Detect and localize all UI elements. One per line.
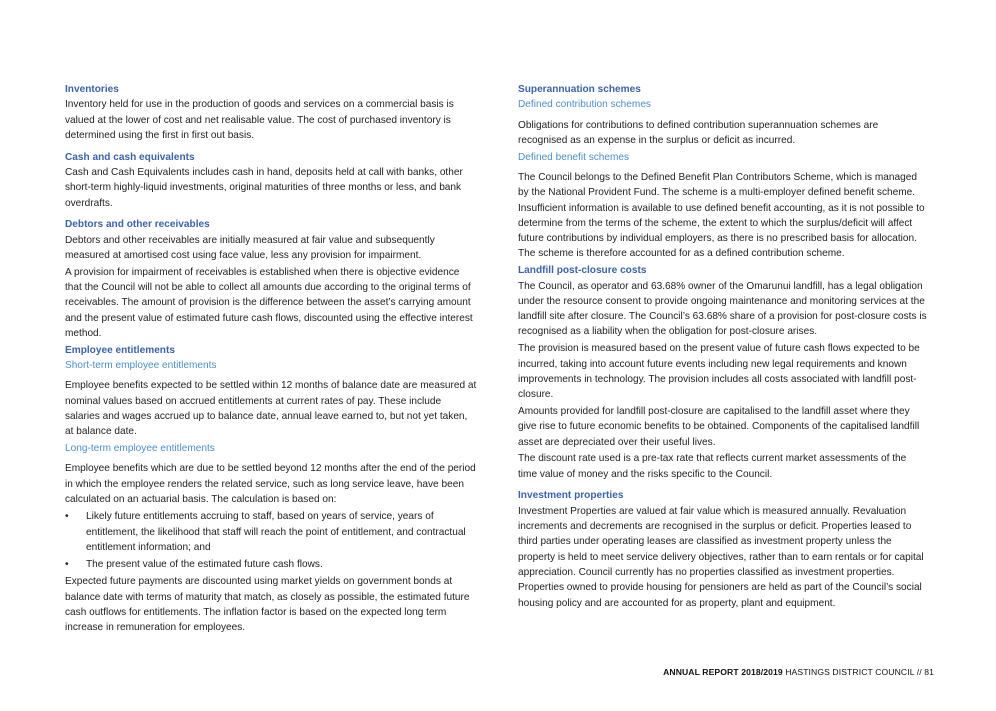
- left-column: [65, 82, 477, 637]
- investment-text: Investment Properties are valued at fair value which is measured annually. Revaluation increments and decrements are recognised in the surplus or deficit. Properties leased to third parties under operating leases are classified as investment property unless the property is held to meet service delivery objectives, rather than to earn rentals or for capital appreciation. Council currently has no properties classified as investment properties. Properties owned to provide housing for pensioners are held as part of the Council’s social housing policy and are accounted for as property, plant and equipment.: [518, 505, 924, 609]
- list-item-text: Likely future entitlements accruing to staff, based on years of service, years of entitlement, the likelihood that staff will reach the point of entitlement, and contractual entitlement information; and: [86, 511, 466, 553]
- inventories-heading: Inventories: [65, 84, 119, 95]
- defined-contribution-subheading: Defined contribution schemes: [518, 99, 651, 111]
- cash-heading: Cash and cash equivalents: [65, 151, 195, 163]
- long-term-text: Employee benefits which are due to be settled beyond 12 months after the end of the period in which the employee renders the related service, such as long service leave, have been calculated on an actuarial basis. The calculation is based on:: [65, 463, 476, 505]
- landfill-text-1: The Council, as operator and 63.68% owner of the Omarunui landfill, has a legal obligation under the resource consent to provide ongoing maintenance and monitoring services at the landfill site after closure. The Council’s 63.68% share of a provision for post-closure costs is recognised as a liability when the obligation for post-closure arises.: [518, 280, 927, 338]
- superannuation-section: [518, 82, 928, 262]
- debtors-section: [65, 217, 477, 341]
- landfill-text-2: The provision is measured based on the present value of future cash flows expected to be incurred, taking into account future events including new legal requirements and known improvements in technology. The provision includes all costs associated with landfill post-closure.: [518, 343, 920, 401]
- council-name: HASTINGS DISTRICT COUNCIL: [785, 667, 915, 677]
- debtors-heading: Debtors and other receivables: [65, 219, 210, 231]
- superannuation-heading: Superannuation schemes: [518, 84, 641, 95]
- landfill-section: [518, 263, 928, 482]
- investment-heading: Investment properties: [518, 490, 624, 502]
- inventories-text: Inventory held for use in the production of goods and services on a commercial basis is valued at the lower of cost and net realisable value. The cost of purchased inventory is determined using the first in first out basis.: [65, 99, 454, 141]
- defined-contribution-text: Obligations for contributions to defined contribution superannuation schemes are recognised as an expense in the surplus or deficit as incurred.: [518, 119, 879, 146]
- bullet-icon: •: [65, 511, 69, 523]
- list-item: [65, 557, 477, 572]
- landfill-text-4: The discount rate used is a pre-tax rate that reflects current market assessments of the time value of money and the risks specific to the Council.: [518, 453, 907, 480]
- cash-text: Cash and Cash Equivalents includes cash in hand, deposits held at call with banks, other short-term highly-liquid investments, original maturities of three months or less, and bank overdrafts.: [65, 166, 463, 209]
- employee-heading: Employee entitlements: [65, 344, 175, 356]
- debtors-text-2: A provision for impairment of receivables is established when there is objective evidence that the Council will not be able to collect all amounts due according to the original terms of receivables. The amount of provision is the difference between the asset’s carrying amount and the present value of estimated future cash flows, discounted using the effective interest method.: [65, 266, 473, 339]
- landfill-heading: Landfill post-closure costs: [518, 265, 647, 277]
- right-column: [518, 82, 928, 612]
- landfill-text-3: Amounts provided for landfill post-closure are capitalised to the landfill asset where they give rise to future economic benefits to be obtained. Components of the capitalised landfill asset are depreciated over their useful lives.: [518, 405, 920, 448]
- bullet-icon: •: [65, 559, 69, 571]
- employee-section: [65, 343, 477, 636]
- short-term-text: Employee benefits expected to be settled within 12 months of balance date are measured at nominal values based on accrued entitlements at current rates of pay. These include salaries and wages accrued up to balance date, annual leave earned to, but not yet taken, at balance date.: [65, 380, 477, 438]
- page-number: 81: [924, 667, 934, 677]
- expected-payments-text: Expected future payments are discounted using market yields on government bonds at balance date with terms of maturity that match, as closely as possible, the estimated future cash outflows for entitlements. The inflation factor is based on the expected long term increase in remuneration for employees.: [65, 576, 470, 634]
- short-term-subheading: Short-term employee entitlements: [65, 360, 217, 372]
- debtors-text-1: Debtors and other receivables are initially measured at fair value and subsequently measured at amortised cost using face value, less any provision for impairment.: [65, 234, 435, 261]
- cash-section: [65, 150, 477, 211]
- report-title: ANNUAL REPORT 2018/2019: [663, 667, 783, 677]
- inventories-section: [65, 82, 477, 143]
- long-term-subheading: Long-term employee entitlements: [65, 443, 215, 455]
- footer-separator: //: [916, 667, 922, 677]
- list-item: [65, 509, 477, 555]
- calculation-list: [65, 509, 477, 572]
- page-footer: [663, 667, 934, 677]
- defined-benefit-subheading: Defined benefit schemes: [518, 151, 630, 163]
- defined-benefit-text: The Council belongs to the Defined Benefit Plan Contributors Scheme, which is managed by the National Provident Fund. The scheme is a multi-employer defined benefit scheme. Insufficient information is available to use defined benefit accounting, as it is not possible to determine from the terms of the scheme, the extent to which the surplus/deficit will affect future contributions by individual employers, as there is no prescribed basis for allocation. The scheme is therefore accounted for as a defined contribution scheme.: [518, 171, 925, 260]
- list-item-text: The present value of the estimated future cash flows.: [86, 559, 323, 571]
- investment-section: [518, 488, 928, 610]
